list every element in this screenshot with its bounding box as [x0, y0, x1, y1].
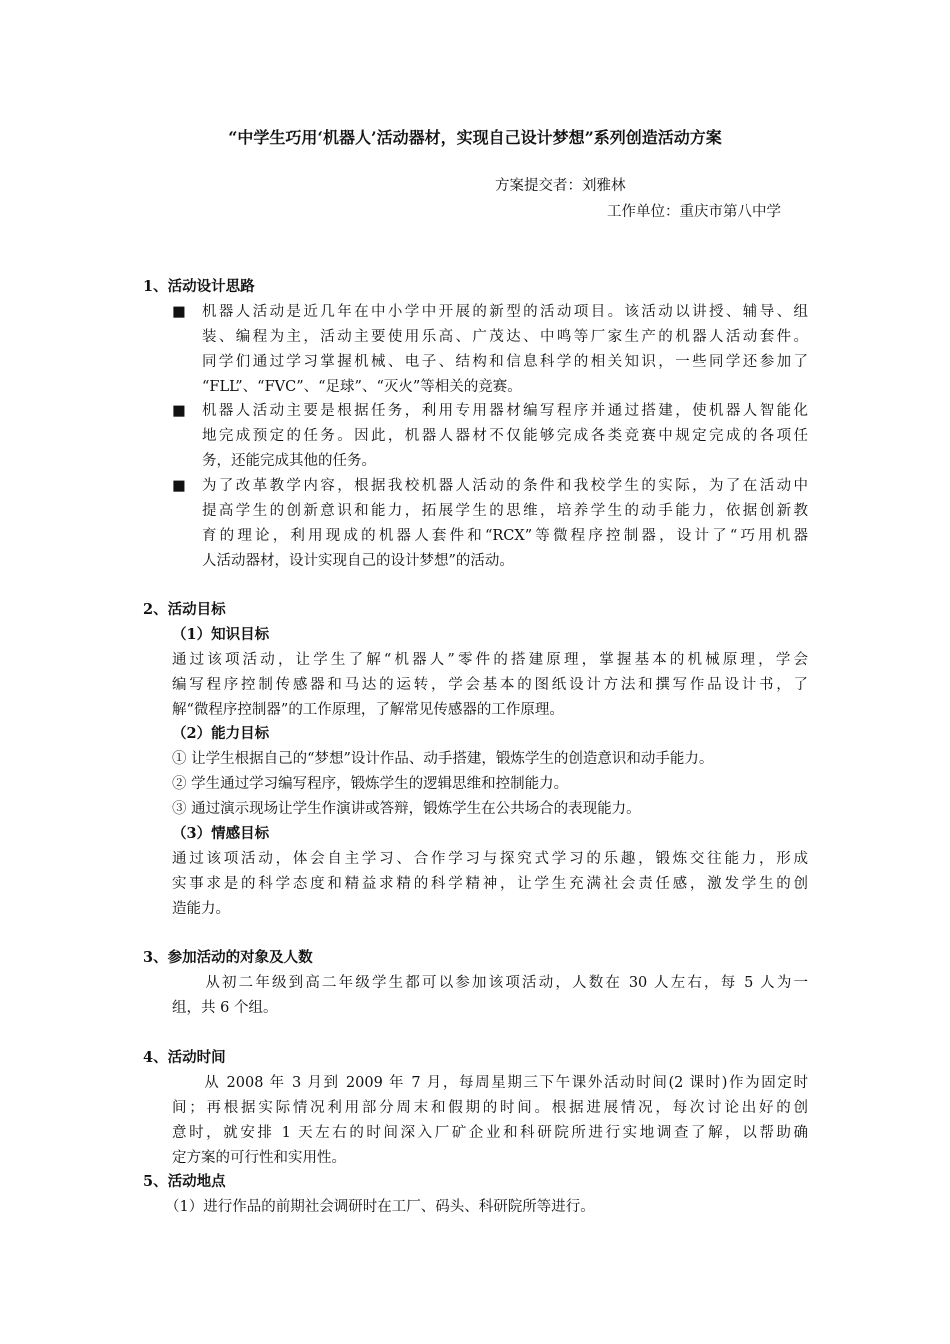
text-line: 为了改革教学内容，根据我校机器人活动的条件和我校学生的实际，为了在活动中	[202, 478, 808, 494]
text-line: 机器人活动主要是根据任务，利用专用器材编写程序并通过搭建，使机器人智能化	[202, 403, 808, 419]
bullet-icon: ■	[172, 304, 186, 320]
text-line: 组，共 6 个组。	[172, 1000, 278, 1016]
ability-goal-item-3: ③ 通过演示现场让学生作演讲或答辩，锻炼学生在公共场合的表现能力。	[172, 801, 641, 817]
bullet-icon: ■	[172, 403, 186, 419]
text-line: “FLL”、“FVC”、“足球”、“灭火”等相关的竞赛。	[202, 379, 522, 395]
text-line: 实事求是的科学态度和精益求精的科学精神，让学生充满社会责任感，激发学生的创	[172, 876, 808, 892]
document-title: “中学生巧用‘机器人’活动器材，实现自己设计梦想”系列创造活动方案	[228, 128, 722, 147]
text-line: 间；再根据实际情况利用部分周末和假期的时间。根据进展情况，每次讨论出好的创	[172, 1100, 808, 1116]
text-line: 人活动器材，设计实现自己的设计梦想”的活动。	[202, 553, 514, 569]
section-1-bullet-1	[202, 300, 808, 400]
section-1-bullet-3	[202, 474, 808, 574]
section-4-heading: 4、活动时间	[143, 1049, 226, 1066]
text-line: 提高学生的创新意识和能力，拓展学生的思维，培养学生的动手能力，依据创新教	[202, 503, 808, 519]
bullet-icon: ■	[172, 478, 186, 494]
text-line: 通过该项活动，体会自主学习、合作学习与探究式学习的乐趣，锻炼交往能力，形成	[172, 851, 808, 867]
text-line: 造能力。	[172, 901, 230, 917]
section-3-heading: 3、参加活动的对象及人数	[143, 949, 313, 966]
text-line: 编写程序控制传感器和马达的运转，学会基本的图纸设计方法和撰写作品设计书，了	[172, 677, 808, 693]
submitter-line: 方案提交者：刘雅林	[495, 178, 626, 194]
section-2-heading: 2、活动目标	[143, 601, 226, 618]
section-5-heading: 5、活动地点	[143, 1173, 226, 1190]
emotion-goal-heading: （3）情感目标	[172, 825, 270, 842]
text-line: 定方案的可行性和实用性。	[172, 1150, 346, 1166]
text-line: 从 2008 年 3 月到 2009 年 7 月，每周星期三下午课外活动时间(2 课时)作为固定时	[172, 1075, 808, 1091]
text-line: 务，还能完成其他的任务。	[202, 453, 376, 469]
knowledge-goal-heading: （1）知识目标	[172, 626, 270, 643]
section-1-heading: 1、活动设计思路	[143, 278, 255, 295]
ability-goal-item-1: ① 让学生根据自己的“梦想”设计作品、动手搭建，锻炼学生的创造意识和动手能力。	[172, 751, 714, 767]
text-line: 机器人活动是近几年在中小学中开展的新型的活动项目。该活动以讲授、辅导、组	[202, 304, 808, 320]
text-line: 育的理论，利用现成的机器人套件和“RCX”等微程序控制器，设计了“巧用机器	[202, 528, 808, 544]
location-item-1: （1）进行作品的前期社会调研时在工厂、码头、科研院所等进行。	[165, 1199, 595, 1215]
text-line: 装、编程为主，活动主要使用乐高、广茂达、中鸣等厂家生产的机器人活动套件。	[202, 329, 808, 345]
ability-goal-heading: （2）能力目标	[172, 725, 270, 742]
text-line: 通过该项活动，让学生了解“机器人”零件的搭建原理，掌握基本的机械原理，学会	[172, 652, 808, 668]
ability-goal-item-2: ② 学生通过学习编写程序，锻炼学生的逻辑思维和控制能力。	[172, 776, 569, 792]
schedule-text	[172, 1071, 808, 1171]
participants-text	[172, 971, 808, 1021]
section-1-bullet-2	[202, 399, 808, 474]
text-line: 解“微程序控制器”的工作原理，了解常见传感器的工作原理。	[172, 702, 564, 718]
text-line: 地完成预定的任务。因此，机器人器材不仅能够完成各类竞赛中规定完成的各项任	[202, 428, 808, 444]
text-line: 意时，就安排 1 天左右的时间深入厂矿企业和科研院所进行实地调查了解，以帮助确	[172, 1125, 808, 1141]
knowledge-goal-text	[172, 648, 808, 723]
text-line: 同学们通过学习掌握机械、电子、结构和信息科学的相关知识，一些同学还参加了	[202, 354, 808, 370]
emotion-goal-text	[172, 847, 808, 922]
work-unit-line: 工作单位：重庆市第八中学	[607, 204, 781, 220]
text-line: 从初二年级到高二年级学生都可以参加该项活动，人数在 30 人左右，每 5 人为一	[172, 975, 808, 991]
